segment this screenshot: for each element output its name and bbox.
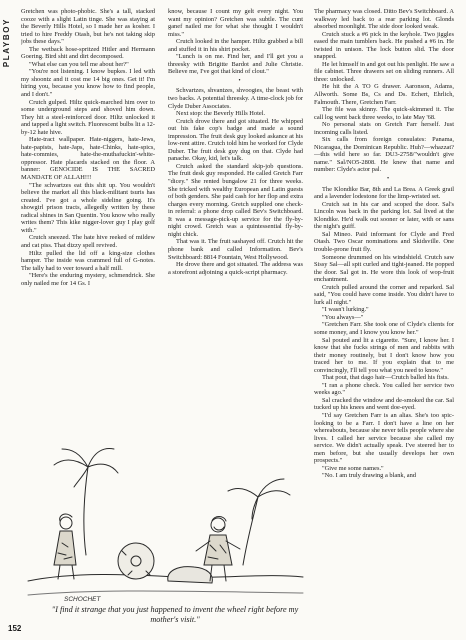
paragraph: Hiltz pulled the lid off a king-size clothes hamper. The inside was crammed full of G-notes. The tally had to veer toward a half mill.	[21, 249, 155, 272]
cartoonist-signature: SCHOCHET	[64, 596, 101, 603]
paragraph: "I'd say Gretchen Farr is an alias. She's too spic-looking to be a Farr. I don't have a line on her whereabouts, because she never tells people where she lives. I called her service because she called my service. We didn't actually speak. I've steered her to men before, but she usually develops her own prospects."	[314, 411, 454, 465]
paragraph: The pharmacy was closed. Ditto Bev's Switchboard. A walkway led back to a rear parking lot. Glonds absorbed moonlight. The side door looked weak.	[314, 8, 454, 31]
palm-tree-right	[243, 497, 258, 565]
text-column-3	[314, 8, 454, 636]
ground-line	[28, 575, 303, 582]
paragraph: know, because I count my gelt every night. You want my opinion? Gretchen was subtle. The cunt ganef nailed me for what she thought I wouldn't miss."	[168, 8, 303, 38]
paragraph: "No. I am truly drawing a blank, and	[322, 472, 417, 480]
palm-tree-left	[84, 467, 88, 555]
paragraph: Sal Mineo. Paid informant for Clyde and Fred Otash. Two Oscar nominations and Skidsville. One trouble-prone fruit fly.	[314, 230, 454, 253]
paragraph: Someone drummed on his windshield. Crutch saw Sissy Sal—all spit curled and tight-jeaned. He popped the door. Sal got in. He wore this look of wop-fruit enchantment.	[314, 253, 454, 284]
paragraph: The Klondike Bar, 8th and La Brea. A Greek grail and a lavender lodestone for the limp-wristed set.	[314, 185, 454, 201]
paragraph: Crutch sat in his car and scoped the door. Sal's Lincoln was back in the parking lot. Sal lived at the Klondike. He'd walk out sooner or later, with or sans the night's guiff.	[314, 200, 454, 231]
paragraph: Crutch gulped. Hiltz quick-marched him over to some underground steps and shoved him down. They hit a steel-reinforced door. Hiltz unlocked it and tapped a light switch. Fluorescent bulbs lit a 12-by-12 hate hive.	[21, 98, 155, 136]
section-separator: •	[386, 176, 390, 183]
paragraph: That was it. The fruit sashayed off. Crutch hit the phone bank and called Information. Bev's Switchboard: 8814 Fountain, West Hollywood.	[168, 238, 303, 261]
paragraph: "You're not listening. I know bupkes. I led with my shoontz and it cost me 14 big ones. Get it! I'm hiring you, because you know how to find people, and I don't."	[21, 68, 155, 99]
paragraph: Crutch stuck a #6 pick in the keyhole. Two jiggles eased the main tumblers back. He pushed a #6 in. He twisted in unison. The lock button slid. The door snapped.	[314, 30, 454, 61]
paragraph: Six calls from foreign consulates: Panama, Nicaragua, the Dominican Republic. Huh?—whazzat?—this wild here so far. DU3-2758/"wouldn't give name." Sal/NO5-2808. He knew that name and number: Clyde's actor pal.	[314, 136, 454, 174]
paragraph: "The schvartzes eat this shit up. You wouldn't believe the market all this black-militant tsuris has created. I've got a whole sideline going. It's showgirl prison tracts, allegedly written by these radical shines in San Quentin. You know who really writes them? This kike nigger-lover guy I play golf with."	[21, 181, 155, 234]
paragraph: Next stop: the Beverly Hills Hotel.	[176, 110, 266, 118]
stone-wheel	[118, 543, 154, 579]
paragraph: Crutch asked the standard skip-job questions. The fruit desk guy responded. He called Gretch Farr "dicey." She rented bungalow 21 for three weeks. She tricked with wealthy European and Latin guests of both genders. She paid cash for her flop and extra charges every morning. Gretch supplied one check-in referral: a phone drop called Bev's Switchboard. It was a message-pick-up service for the fly-by-night crowd. Gretch was a quintessential fly-by-night chick.	[168, 162, 303, 238]
paragraph: Schvartzes, shvantzes, shvoogies, the beast with two backs. A potential threesky. A time-clock job for Clyde Duber Associates.	[168, 87, 303, 110]
text-column-2	[168, 8, 303, 388]
section-separator: •	[238, 77, 241, 84]
paragraph: "Here's the enduring mystery, schmendrick. She only nailed me for 14 Gs. I	[21, 272, 155, 287]
paragraph: "I wasn't lurking."	[322, 306, 369, 314]
paragraph: "I ran a phone check. You called her service two weeks ago."	[314, 381, 454, 397]
paragraph: Crutch drove there and got situated. He whipped out his fake cop's badge and made a sound impression. The fruit desk guy looked askance at his low-rent attire. Crutch told him he worked for Clyde Duber. The fruit desk guy dug on that. Clyde had panache. Okay, kid, let's talk.	[168, 117, 303, 163]
cartoon-caption: "I find it strange that you just happened to invent the wheel right before my mother's visit."	[51, 605, 299, 624]
paragraph: Crutch pulled around the corner and reparked. Sal said, "You could have come inside. You didn't have to lurk all night."	[314, 283, 454, 306]
paragraph: "Give me some names."	[322, 464, 384, 472]
cavewoman-figure	[54, 514, 76, 579]
paragraph: Crutch looked in the hamper. Hiltz grabbed a bill and stuffed it in his shirt pocket.	[168, 38, 303, 53]
paragraph: That pout, that dago hair—Crutch balled his fists.	[322, 374, 449, 382]
paragraph: "Gretchen Farr. She took one of Clyde's clients for some money, and I know you know her."	[314, 321, 454, 336]
paragraph: He let himself in and got out his penlight. He saw a file cabinet. Three drawers set on sliding runners. All three: unlocked.	[314, 60, 454, 83]
paragraph: Gretchen was photo-phobic. She's a tall, stacked cooze with a slight Latin tinge. She was staying at the Beverly Hills Hotel, so I made her as kosher. I tried to hire Freddy Otash, but he's not taking skip jobs these days."	[21, 8, 155, 46]
paragraph: Hate-tract wallpaper. Hate-niggers, hate-Jews, hate-papists, hate-Japs, hate-Chinks, hate-spics, hate-commies, hate-the-muthafuckin'-white-oppressor. Hate placards stacked on the floor. A banner: GENOCIDE IS THE SACRED MANDATE OF ALLAH!!!	[21, 136, 155, 182]
paragraph: Sal cracked the window and de-smoked the car. Sal tucked up his knees and went doe-eyed.	[314, 396, 454, 412]
paragraph: "What else can you tell me about her?"	[29, 60, 129, 68]
paragraph: "You always—"	[322, 313, 364, 321]
magazine-name: PLAYBOY	[2, 18, 11, 68]
paragraph: The wetback hose-spritzed Hitler and Hermann Goering. Bird shit and dirt decomposed.	[21, 45, 155, 61]
text-column-1	[21, 8, 155, 408]
paragraph: The file was skinny. The quick-skimmed it. The call log went back three weeks, to late May '68.	[314, 106, 454, 121]
paragraph: No personal stats on Gretch Farr herself. Just incoming calls listed.	[314, 121, 454, 136]
paragraph: Sal pouted and lit a cigarette. "Sure, I know her. I know that she fucks strings of men and rabbits with their money routinely, but I don't know how you traced her to me. If you explain that to me convincingly, I'll tell you what you need to know."	[314, 336, 454, 374]
cartoon-illustration	[18, 405, 308, 610]
rock	[168, 567, 213, 583]
page-number: 152	[8, 624, 22, 633]
paragraph: He hit the A TO G drawer. Aaronson, Adams, Allworth. Some Bs, Cs and Ds. Echert, Ehrlich, Falmouth. There, Gretchen Farr.	[314, 83, 454, 106]
paragraph: He drove there and got situated. The address was a storefront adjoining a quick-script pharmacy.	[168, 261, 303, 276]
paragraph: "Lunch is on me. Find her, and I'll get you a threesky with Brigitte Bardot and Julie Christie. Believe me, I've got that kind of clout."	[168, 53, 303, 76]
paragraph: Crutch sneezed. The hate hive reeked of mildew and cat piss. That dizzy spell revived.	[21, 234, 155, 249]
